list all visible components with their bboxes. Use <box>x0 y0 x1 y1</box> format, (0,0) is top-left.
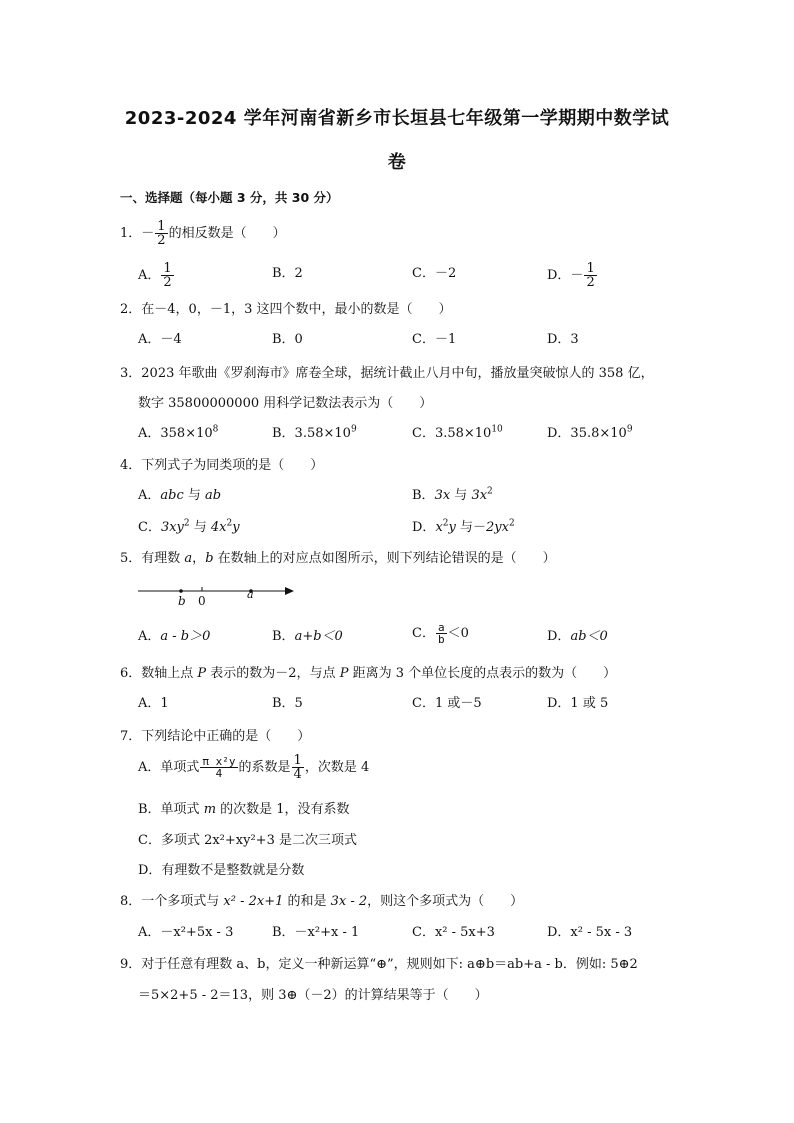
option-label: B． <box>412 488 435 503</box>
exponent: 2 <box>226 518 233 529</box>
exponent: 9 <box>350 424 357 435</box>
question-text: 5．有理数 <box>120 551 185 566</box>
exam-title-line2: 卷 <box>387 152 407 173</box>
option-label: C． <box>138 520 161 535</box>
option-text: A．单项式 <box>138 760 200 775</box>
question-9-line2: ＝5×2+5 - 2＝13，则 3⊕（－2）的计算结果等于（ ） <box>138 988 488 1003</box>
fraction <box>200 756 237 779</box>
option-b[interactable]: B．－x²+x - 1 <box>272 925 360 940</box>
term: y <box>232 520 240 535</box>
option-c[interactable]: C．多项式 2x²+xy²+3 是二次三项式 <box>138 833 357 848</box>
question-2: 2．在－4，0，－1，3 这四个数中，最小的数是（ ） <box>120 302 452 317</box>
exponent: 8 <box>212 424 219 435</box>
option-a[interactable] <box>138 754 369 781</box>
expression: 3x - 2 <box>330 894 368 909</box>
option-label: A． <box>138 629 161 644</box>
option-label: A． <box>138 268 161 283</box>
term: abc <box>160 488 184 503</box>
option-d[interactable] <box>412 518 515 538</box>
question-3-line2: 数字 35800000000 用科学记数法表示为（ ） <box>138 396 433 411</box>
numerator: a <box>437 621 445 634</box>
label-zero: 0 <box>198 594 206 608</box>
term: 3x <box>471 488 488 503</box>
exponent: 2 <box>487 486 493 497</box>
term: ab <box>205 488 222 503</box>
exponent: 9 <box>626 424 633 435</box>
option-c[interactable]: C．－2 <box>412 266 457 281</box>
term: y <box>448 520 456 535</box>
term: 3x <box>434 488 451 503</box>
fraction <box>292 754 304 781</box>
numerator: 1 <box>157 219 166 234</box>
option-text: B．3.58×10 <box>272 426 351 441</box>
option-d[interactable]: D．3 <box>547 332 579 347</box>
exam-title-line1: 2023-2024 学年河南省新乡市长垣县七年级第一学期期中数学试 <box>124 108 670 129</box>
point-p: P <box>197 666 207 681</box>
option-text: ＜0 <box>447 626 469 641</box>
option-c[interactable] <box>412 622 469 645</box>
option-b[interactable] <box>272 424 357 444</box>
option-d[interactable] <box>547 627 608 647</box>
question-text: 8．一个多项式与 <box>120 894 224 909</box>
option-b[interactable]: B．5 <box>272 696 303 711</box>
question-7: 7．下列结论中正确的是（ ） <box>120 729 311 744</box>
variable-a: a <box>184 551 193 566</box>
point-p: P <box>339 666 349 681</box>
question-text: 距离为 3 个单位长度的点表示的数为（ ） <box>348 666 617 681</box>
denominator: 2 <box>586 275 595 290</box>
numerator: 1 <box>293 753 302 768</box>
option-b[interactable] <box>138 800 350 820</box>
exponent: 2 <box>508 518 515 529</box>
exponent: 2 <box>442 518 449 529</box>
option-text: a - b＞0 <box>160 629 211 644</box>
question-text: 表示的数为－2，与点 <box>206 666 340 681</box>
option-b[interactable]: B．2 <box>272 266 303 281</box>
option-a[interactable] <box>138 262 175 289</box>
denominator: 2 <box>157 233 166 248</box>
option-text: D．35.8×10 <box>547 426 627 441</box>
connector: 与 <box>189 520 211 535</box>
option-b[interactable]: B．0 <box>272 332 303 347</box>
question-text: 在数轴上的对应点如图所示，则下列结论错误的是（ ） <box>213 551 556 566</box>
option-text: A．358×10 <box>138 426 213 441</box>
option-c[interactable] <box>412 424 503 444</box>
connector: 与 <box>183 488 206 503</box>
term: x <box>435 520 443 535</box>
numerator: π x²y <box>202 755 236 768</box>
fraction <box>436 622 447 645</box>
option-text: B．单项式 <box>138 802 204 817</box>
numerator: 1 <box>163 261 172 276</box>
arrow-icon <box>285 587 294 595</box>
option-d[interactable]: D．有理数不是整数就是分数 <box>138 863 305 878</box>
numerator: 1 <box>586 261 595 276</box>
expression: x² - 2x+1 <box>223 894 284 909</box>
number-line-svg <box>138 578 298 612</box>
separator: ， <box>192 551 206 566</box>
question-6 <box>120 664 616 684</box>
option-label: C． <box>412 626 435 641</box>
term: 4x <box>210 520 227 535</box>
question-5 <box>120 549 556 569</box>
option-d[interactable] <box>547 424 633 444</box>
option-text: ，次数是 4 <box>304 760 370 775</box>
point-b <box>179 589 183 593</box>
option-label: B． <box>272 629 295 644</box>
section-heading: 一、选择题（每小题 3 分，共 30 分） <box>120 190 339 205</box>
option-d[interactable] <box>547 262 598 289</box>
option-label: D．－ <box>547 268 584 283</box>
option-a[interactable]: A．－x²+5x - 3 <box>138 925 234 940</box>
option-a[interactable]: A．1 <box>138 696 169 711</box>
connector: 与－ <box>455 520 487 535</box>
minus-sign: － <box>141 226 155 241</box>
option-a[interactable] <box>138 486 221 506</box>
option-text: 的系数是 <box>238 760 291 775</box>
fraction <box>155 220 167 247</box>
option-c[interactable] <box>138 518 240 538</box>
question-3-line1: 3．2023 年歌曲《罗刹海市》席卷全球，据统计截止八月中旬，播放量突破惊人的 358 亿， <box>120 366 654 381</box>
option-text: 的次数是 1，没有系数 <box>216 802 350 817</box>
question-text: ，则这个多项式为（ ） <box>367 894 524 909</box>
question-4: 4．下列式子为同类项的是（ ） <box>120 458 324 473</box>
question-1 <box>120 220 286 247</box>
label-a: a <box>247 588 254 601</box>
fraction <box>161 262 173 289</box>
option-a[interactable]: A．－4 <box>138 332 182 347</box>
denominator: 4 <box>215 767 223 780</box>
option-label: A． <box>138 488 161 503</box>
exponent: 2 <box>183 518 190 529</box>
option-text: ab＜0 <box>570 629 608 644</box>
variable-m: m <box>203 802 217 817</box>
option-b[interactable] <box>412 486 493 506</box>
option-a[interactable] <box>138 424 218 444</box>
option-label: D． <box>547 629 571 644</box>
exponent: 10 <box>491 424 503 435</box>
term: 3xy <box>160 520 184 535</box>
question-9-line1: 9．对于任意有理数 a、b，定义一种新运算“⊕”，规则如下: a⊕b＝ab+a - b．例如: 5⊕2 <box>120 957 638 972</box>
option-text: a+b＜0 <box>294 629 343 644</box>
option-label: D． <box>412 520 436 535</box>
term: 2yx <box>486 520 509 535</box>
label-b: b <box>178 594 186 608</box>
option-c[interactable]: C．1 或－5 <box>412 696 482 711</box>
denominator: 4 <box>293 767 302 782</box>
option-text: C．3.58×10 <box>412 426 492 441</box>
denominator: b <box>437 633 445 646</box>
option-b[interactable] <box>272 627 343 647</box>
option-d[interactable]: D．x² - 5x - 3 <box>547 925 633 940</box>
option-c[interactable]: C．－1 <box>412 332 457 347</box>
option-a[interactable] <box>138 627 210 647</box>
variable-b: b <box>205 551 214 566</box>
fraction <box>584 262 596 289</box>
question-8 <box>120 892 523 912</box>
question-text: 的和是 <box>283 894 331 909</box>
denominator: 2 <box>163 275 172 290</box>
question-number: 1． <box>120 226 142 241</box>
number-line-figure <box>138 578 298 612</box>
question-text: 6．数轴上点 <box>120 666 198 681</box>
question-text: 的相反数是（ ） <box>168 226 286 241</box>
option-d[interactable]: D．1 或 5 <box>547 696 609 711</box>
option-c[interactable]: C．x² - 5x+3 <box>412 925 495 940</box>
connector: 与 <box>450 488 472 503</box>
